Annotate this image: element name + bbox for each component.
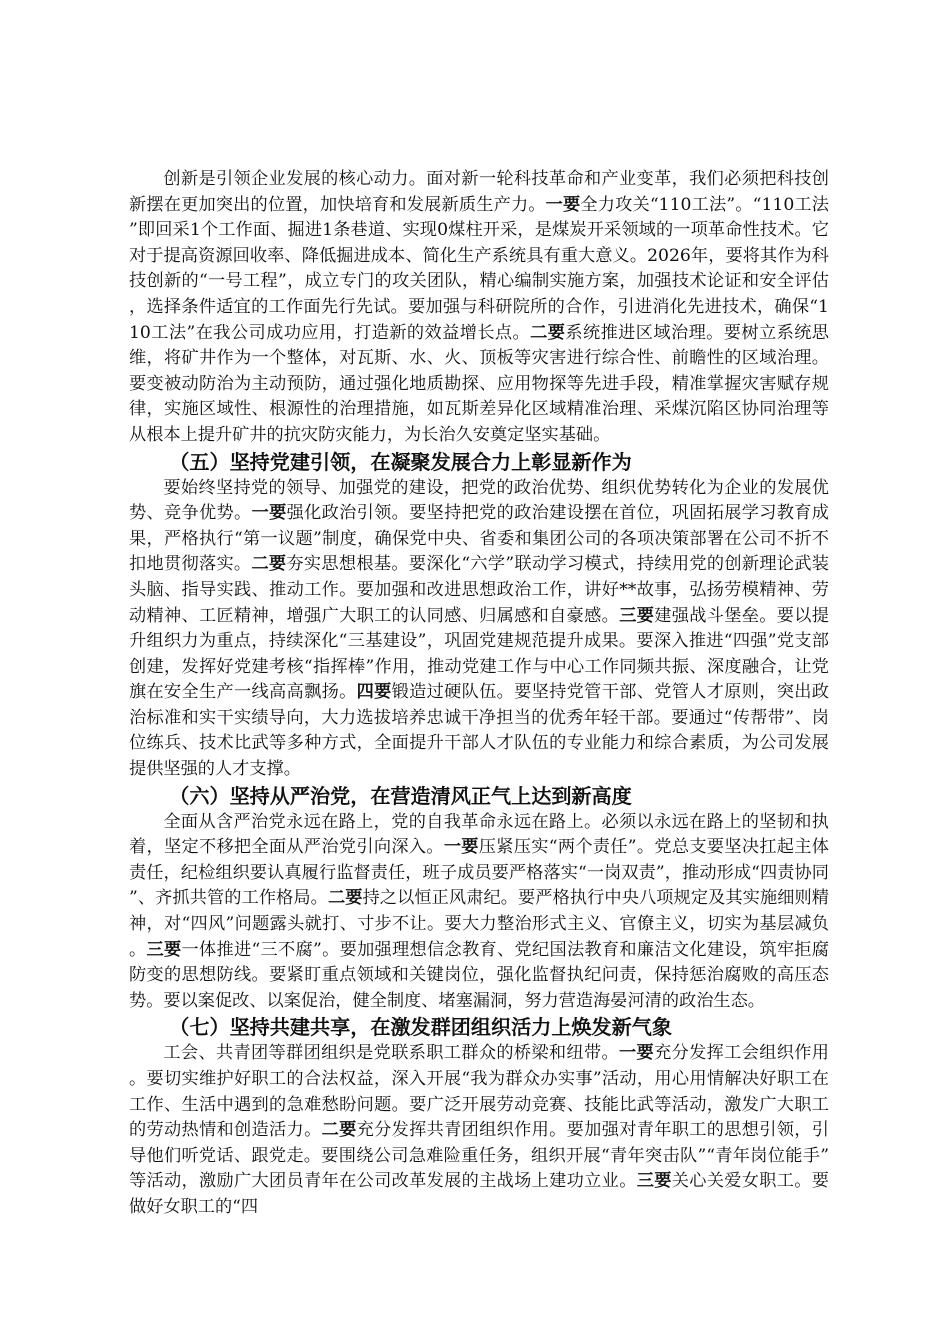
paragraph-tech-innovation [129, 167, 829, 449]
body-text: 强化政治引领。要坚持把党的政治建设摆在首位，巩固拓展学习教育成果，严格执行“第一议题”制度，确保党中央、省委和集团公司的各项决策部署在公司不折不扣地贯彻落实。 [129, 503, 829, 575]
emphasis-lead: 四要 [356, 682, 392, 703]
body-text: 充分发挥共青团组织作用。要加强对青年职工的思想引领，引导他们听党话、跟党走。要围绕公司急难险重任务，组织开展“青年突击队”“青年岗位能手”等活动，激励广大团员青年在公司改革发展的主战场上建功立业。 [129, 1120, 829, 1192]
section-heading-5: （五）坚持党建引领，在凝聚发展合力上彰显新作为 [169, 449, 632, 474]
body-text: 持之以恒正风肃纪。要严格执行中央八项规定及其实施细则精神，对“四风”问题露头就打、寸步不让。要大力整治形式主义、官僚主义，切实为基层减负。 [129, 888, 829, 960]
body-text: 压紧压实“两个责任”。党总支要坚决扛起主体责任，纪检组织要认真履行监督责任，班子成员要严格落实“一岗双责”，推动形成“四责协同”、齐抓共管的工作格局。 [129, 837, 829, 909]
emphasis-lead: 三要 [619, 605, 655, 626]
body-text: 充分发挥工会组织作用。要切实维护好职工的合法权益，深入开展“我为群众办实事”活动，用心用情解决好职工在工作、生活中遇到的急难愁盼问题。要广泛开展劳动竞赛、技能比武等活动，激发广大职工的劳动热情和创造活力。 [129, 1043, 829, 1141]
body-text: 工会、共青团等群团组织是党联系职工群众的桥梁和纽带。 [163, 1043, 620, 1064]
emphasis-lead: 一要 [443, 837, 479, 858]
document-page [129, 167, 829, 1221]
paragraph-strict-governance [129, 810, 829, 1015]
body-text: 系统推进区域治理。要树立系统思维，将矿井作为一个整体，对瓦斯、水、火、顶板等灾害进行综合性、前瞻性的区域治理。要变被动防治为主动预防，通过强化地质勘探、应用物探等先进手段，精准掌握灾害赋存规律，实施区域性、根源性的治理措施，如瓦斯差异化区域精准治理、采煤沉陷区协同治理等从根本上提升矿井的抗灾防灾能力，为长治久安奠定坚实基础。 [129, 322, 829, 445]
emphasis-lead: 二要 [530, 322, 566, 343]
body-text: 全面从含严治党永远在路上，党的自我革命永远在路上。必须以永远在路上的坚韧和执着，坚定不移把全面从严治党引向深入。 [129, 811, 829, 858]
emphasis-lead: 三要 [146, 939, 182, 960]
body-text: 关心关爱女职工。要做好女职工的“四 [129, 1171, 829, 1217]
emphasis-lead: 二要 [321, 1120, 357, 1141]
emphasis-lead: 一要 [251, 503, 287, 524]
body-text: 全力攻关“110工法”。“110工法”即回采1个工作面、掘进1条巷道、实现0煤柱开采，是煤炭开采领域的一项革命性技术。它对于提高资源回收率、降低掘进成本、简化生产系统具有重大意义。2026年，要将其作为科技创新的“一号工程”，成立专门的攻关团队，精心编制实施方案，加强技术论证和安全评估，选择条件适宜的工作面先行先试。要加强与科研院所的合作，引进消化先进技术，确保“110工法”在我公司成功应用，打造新的效益增长点。 [129, 194, 829, 343]
emphasis-lead: 三要 [636, 1171, 672, 1192]
emphasis-lead: 二要 [251, 554, 287, 575]
emphasis-lead: 二要 [327, 888, 363, 909]
section-heading-7: （七）坚持共建共享，在激发群团组织活力上焕发新气象 [169, 1015, 672, 1040]
emphasis-lead: 一要 [619, 1043, 655, 1064]
body-text: 建强战斗堡垒。要以提升组织力为重点，持续深化“三基建设”，巩固党建规范提升成果。要深入推进“四强”党支部创建，发挥好党建考核“指挥棒”作用，推动党建工作与中心工作同频共振、深度融合，让党旗在安全生产一线高高飘扬。 [129, 605, 829, 703]
emphasis-lead: 一要 [545, 194, 581, 215]
body-text: 夯实思想根基。要深化“六学”联动学习模式，持续用党的创新理论武装头脑、指导实践、推动工作。要加强和改进思想政治工作，讲好**故事，弘扬劳模精神、劳动精神、工匠精神，增强广大职工的认同感、归属感和自豪感。 [129, 554, 829, 626]
body-text: 锻造过硬队伍。要坚持党管干部、党管人才原则，突出政治标准和实干实绩导向，大力选拔培养忠诚干净担当的优秀年轻干部。要通过“传帮带”、岗位练兵、技术比武等多种方式，全面提升干部人才队伍的专业能力和综合素质，为公司发展提供坚强的人才支撑。 [129, 682, 829, 780]
body-text: 要始终坚持党的领导、加强党的建设，把党的政治优势、组织优势转化为企业的发展优势、竞争优势。 [129, 477, 829, 524]
body-text: 一体推进“三不腐”。要加强理想信念教育、党纪国法教育和廉洁文化建设，筑牢拒腐防变的思想防线。要紧盯重点领域和关键岗位，强化监督执纪问责，保持惩治腐败的高压态势。要以案促改、以案促治，健全制度、堵塞漏洞，努力营造海晏河清的政治生态。 [129, 939, 829, 1011]
section-heading-6: （六）坚持从严治党，在营造清风正气上达到新高度 [169, 783, 632, 808]
paragraph-party-building [129, 476, 829, 783]
body-text: 创新是引领企业发展的核心动力。面对新一轮科技革命和产业变革，我们必须把科技创新摆在更加突出的位置，加快培育和发展新质生产力。 [129, 169, 829, 215]
paragraph-mass-organizations [129, 1041, 829, 1220]
